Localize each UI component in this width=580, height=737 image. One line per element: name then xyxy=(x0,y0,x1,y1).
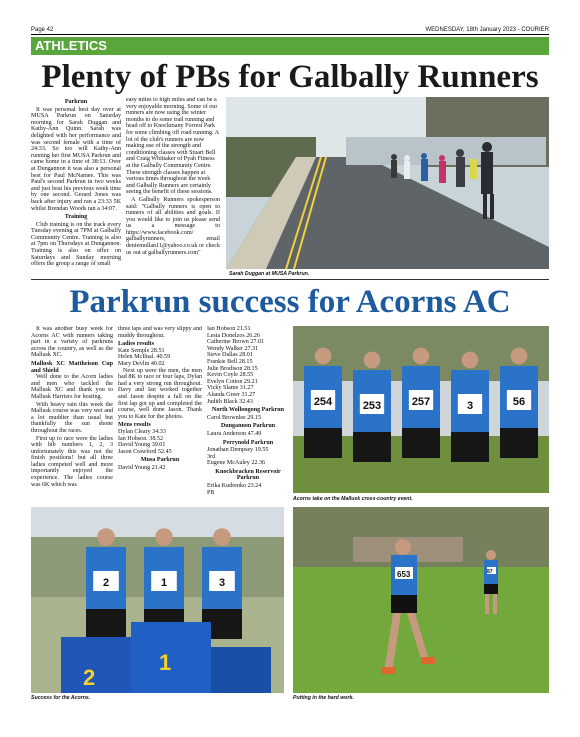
result-line: Judith Black 32.43 xyxy=(207,398,253,405)
result-line: Steve Dallas 28.01 xyxy=(207,352,253,359)
result-line: Mary Devlin 40.02 xyxy=(118,360,165,367)
women-bib: 3 xyxy=(218,577,226,589)
subheading: Dungannon Parkrun xyxy=(220,423,276,430)
acorns-team-photo xyxy=(293,326,549,493)
result-line: Ian Hobson. 38.52 xyxy=(118,435,164,442)
result-line: Jonathan Dempsey 19.55 xyxy=(207,447,269,454)
result-line: Eugene McAuley 22.36 xyxy=(207,460,266,467)
result-line: Evelyn Cotton 29.21 xyxy=(207,378,258,385)
result-line: Carol Brownlee 29.15 xyxy=(207,414,261,421)
subheading: Training xyxy=(64,214,88,221)
article1-col1 xyxy=(31,97,121,272)
paragraph: First up to race were the ladies with bib numbers 1, 2, 3 unfortunately this was not the finish positions! but all three ladies competed well and more importantly enjoyed the experience. The ladies course was 6K which was xyxy=(31,435,113,488)
musa-parkrun-photo xyxy=(226,97,549,269)
team-bib: 257 xyxy=(411,396,431,408)
result-line: Julie Brodison 28.15 xyxy=(207,365,258,372)
paragraph: A Galbally Runners spokesperson said: "Galbally runners is open to runners of all abilities and goals. If you would like to join us please send us a message to https://www.facebook.com/ galballyrunners, email deniemullan11@yahoo.co.uk or check us out at galballyrunners.com" xyxy=(126,196,220,256)
result-line: Lesta Donelzos 26.26 xyxy=(207,332,260,339)
subheading: Mens results xyxy=(118,422,151,429)
runner-photo xyxy=(293,507,549,693)
article1-col2 xyxy=(126,97,220,272)
result-line: Vicky Slame 31.27 xyxy=(207,385,254,392)
subheading: Knockbracken Reservoir Parkrun xyxy=(215,468,281,482)
article2-headline: Parkrun success for Acorns AC xyxy=(69,284,511,320)
paragraph: It was personal best day over at MUSA Parkrun on Saturday morning for Sarah Duggan and Kathy-Ann Quinn. Sarah was delighted with her performance and was second female with a time of 24:33. So too will Kathy-Ann running her first MUSA Parkrun and came home in a time of 38:13. Over at Dungannon it was also a personal best for Paul McNamee. This was Paul's second Parkrun in two weeks and just beat his previous week time by one second. Gerard Jones was back after injury and ran a 23:33 5K whilst Brendan Woods ran a 34:07. xyxy=(31,106,121,212)
women-bib: 2 xyxy=(102,577,110,589)
result-line: David Young 21.42 xyxy=(118,464,166,471)
caption-team: Acorns take on the Mallusk cross-country event. xyxy=(293,496,413,502)
section-banner: ATHLETICS xyxy=(31,37,549,55)
result-line: Wendy Walker 27.31 xyxy=(207,345,259,352)
caption-running: Putting in the hard work. xyxy=(293,695,354,701)
caption-musa: Sarah Duggan at MUSA Parkrun. xyxy=(229,271,310,277)
acorns-podium-photo xyxy=(31,507,284,693)
result-line: Alanda Greer 31.27 xyxy=(207,391,256,398)
article2-col1 xyxy=(31,326,113,509)
article2-col2 xyxy=(118,326,202,509)
team-bib: 3 xyxy=(466,400,474,412)
team-bib: 253 xyxy=(362,400,382,412)
runner-bib: 653 xyxy=(397,570,411,579)
paragraph: easy miles to high miles and can be a very enjoyable morning. Some of our runners are now using the winter months to do some trail running and head off to Knockmany Forrest Park for some climbing off road running. A lot of the club's runners are now making use of the strength and conditioning classes with Stuart Bell and Craig Whittaker of Pyah Fitness at the Galbally Community Centre. These strength classes happen at various times throughout the week and Galbally Runners are certainly seeing the benefit of these sessions. xyxy=(126,97,219,196)
result-line: Laura Anderson 47.49 xyxy=(207,430,262,437)
page-header xyxy=(31,25,549,35)
result-line: Jason Crawford 52.45 xyxy=(118,448,172,455)
team-bib: 56 xyxy=(512,396,526,408)
result-line: Erika Kudrenko 23.24 xyxy=(207,483,262,490)
paragraph: Well done to the Acorn ladies and men who tackled the Mallusk XC and thank you to Mallusk Harriers for hosting. xyxy=(31,374,113,400)
result-line: David Young 39.01 xyxy=(118,442,166,449)
team-bib: 254 xyxy=(313,396,333,408)
page-number: Page 42 xyxy=(31,26,54,33)
paragraph: It was another busy week for Acorns AC with runners taking part in a variety of parkruns across the country, as well as the Mallusk XC. xyxy=(31,326,113,359)
paragraph: three laps and was very slippy and muddy throughout. xyxy=(118,326,202,339)
paragraph: Next up were the men, the men had 8K to race or four laps, Dylan had a very strong run throughout. Davy and Ian worked together and Jason despite a fall on the first lap got up and completed the course, well done Jason. Thank you to Kate for the photos. xyxy=(118,367,202,420)
date-paper: WEDNESDAY, 18th January 2023 - COURIER xyxy=(425,26,549,33)
result-line: PB xyxy=(207,489,215,496)
paragraph: With heavy rain this week the Mallusk course was very wet and a lot muddier than usual but thankfully the sun shone throughout the races. xyxy=(31,401,113,434)
result-line: Kevin Coyle 28.55 xyxy=(207,372,254,379)
result-line: 3rd xyxy=(207,453,216,460)
subheading: Perrynold Parkrun xyxy=(222,439,274,446)
result-line: Helen McIlnal. 40.59 xyxy=(118,354,171,361)
result-line: Catherine Brown 27.01 xyxy=(207,339,265,346)
result-line: Kate Semple 28.51 xyxy=(118,347,165,354)
article2-col3 xyxy=(207,326,289,509)
women-bib: 1 xyxy=(160,577,168,589)
article-divider xyxy=(31,279,549,280)
result-line: Dylan Cleary 34.33 xyxy=(118,428,166,435)
paragraph: Club training is on the track every Tuesday evening at 7PM at Galbally Community Centre. Training is also at 7pm on Thursdays at Dungannon. Training is also on offer on Saturdays and Sunday morning offers the group a range of small xyxy=(31,221,121,268)
result-line: Ian Hobson 21.51 xyxy=(207,326,251,332)
podium-bib-1: 1 xyxy=(159,650,172,675)
subheading: Ladies results xyxy=(118,341,154,348)
runner-far-bib: 87 xyxy=(487,569,493,575)
caption-podium: Success for the Acorns. xyxy=(31,695,91,701)
result-line: Frankie Bell 28.15 xyxy=(207,358,253,365)
subheading: Parkrun xyxy=(64,99,88,105)
podium-bib-2: 2 xyxy=(83,665,96,690)
subheading: Mallusk XC Mattheison Cup and Shield xyxy=(31,360,113,374)
article1-headline: Plenty of PBs for Galbally Runners xyxy=(41,59,539,95)
subheading: Musa Parkrun xyxy=(140,457,180,464)
subheading: North Wollongong Parkrun xyxy=(211,407,284,414)
